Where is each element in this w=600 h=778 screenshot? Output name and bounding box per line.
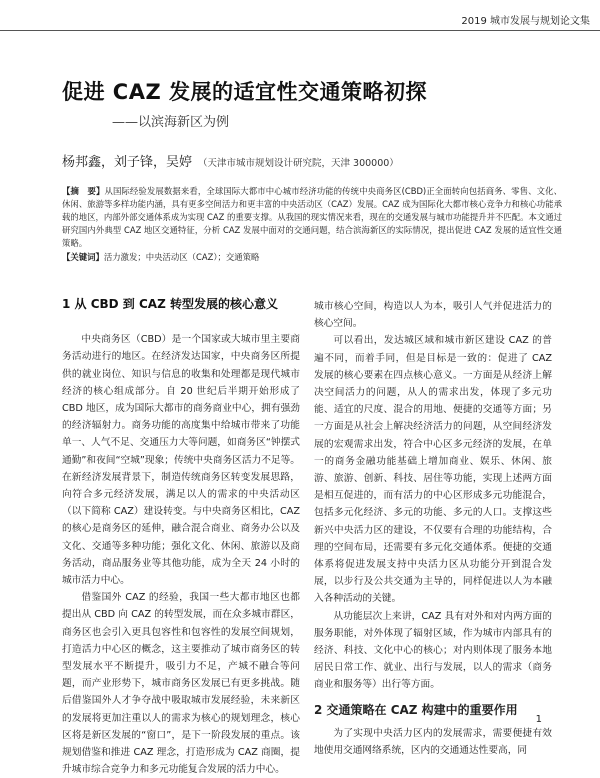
- keywords: [62, 251, 562, 264]
- section-2-heading: 2 交通策略在 CAZ 构建中的重要作用: [314, 702, 518, 717]
- author-line: [62, 151, 399, 170]
- paragraph: 借鉴国外 CAZ 的经验，我国一些大都市地区也都提出从 CBD 向 CAZ 的转型发展，而在众多城市群区，商务区也会引入更具包容性和包容性的发展空间规划，打造活力中心区的概念，这主要推动了城市商务区的转型发展水平不断提升，吸引力不足，产城不融合等问题，而产业形势下，城市商务区发展已有更多挑战。随后借鉴国外人才争夺战中吸取城市发展经验，未来新区的发展将更加注重以人的需求为核心的规划理念，核心区将是新区发展的“窗口”，是下一阶段发展的重点。该规划借鉴和推进 CAZ 理念，打造形成为 CAZ 商圈，提升城市综合竞争力和多元功能复合发展的活力中心。: [62, 592, 300, 776]
- abstract: [62, 185, 562, 264]
- keywords-text: 活力激发；中央活动区（CAZ）；交通策略: [103, 252, 260, 262]
- paper-title: 促进 CAZ 发展的适宜性交通策略初探: [62, 80, 428, 104]
- abstract-text: 从国际经验发展数据来看，全球国际大都市中心城市经济功能的传统中央商务区(CBD)正全面转向包括商务、零售、文化、休闲、旅游等多样功能内涵，具有更多空间活力和更丰富的中央活动区（CAZ）发展。CAZ 成为国际化大都市核心竞争力和核心功能承载的地区，内部外部交通体系成为实现 CAZ 的重要支撑。从我国的现实情况来看，现在的交通发展与城市功能提升并不匹配。本文通过研究国内外典型 CAZ 地区交通特征，分析 CAZ 发展中面对的交通问题，结合滨海新区的实际情况，提出促进 CAZ 发展的适宜性交通策略。: [62, 186, 563, 248]
- author-affiliation: （天津市城市规划设计研究院，天津 300000）: [198, 158, 399, 169]
- keywords-label: 【关键词】: [62, 252, 104, 262]
- author-names: 杨邦鑫，刘子锋，吴婷: [62, 155, 193, 170]
- abstract-body: [62, 185, 562, 250]
- paragraph: 城市核心空间，构造以人为本，吸引人气并促进活力的核心空间。: [314, 301, 552, 330]
- right-column: [314, 298, 552, 759]
- page-number: 1: [535, 714, 542, 725]
- paragraph: 中央商务区（CBD）是一个国家或大城市里主要商务活动进行的地区。在经济发达国家，中央商务区所提供的就业岗位、知识与信息的收集和处理都是现代城市经济的核心组成部分。自 20 世纪后半期开始形成了 CBD 地区，成为国际大都市的商务商业中心，拥有强劲的经济辐射力。商务功能的高度集中给城市带来了功能单一、人气不足、交通压力大等问题，如商务区“钟摆式通勤”和夜间“空城”现象；传统中央商务区活力不足等。在新经济发展背景下，制造传统商务区转变发展思路，向符合多元经济发展，满足以人的需求的中央活动区（以下简称 CAZ）建设转变。与中央商务区相比，CAZ 的核心是商务区的延伸，融合混合商业、商务办公以及文化、交通等多种功能；强化文化、休闲、旅游以及商务活动，商品服务业等其他功能，成为全天 24 小时的城市活力中心。: [62, 334, 300, 587]
- paragraph: 为了实现中央活力区内的发展需求，需要便捷有效地使用交通网络系统，区内的交通通达性要高，同: [314, 727, 552, 757]
- paper-subtitle: ——以滨海新区为例: [112, 115, 230, 130]
- section-1-heading: 1 从 CBD 到 CAZ 转型发展的核心意义: [62, 297, 278, 311]
- abstract-label: 【摘 要】: [62, 186, 105, 196]
- header-rule: [0, 30, 600, 31]
- running-header: 2019 城市发展与规划论文集: [461, 16, 590, 27]
- paragraph: 可以看出，发达城区域和城市新区建设 CAZ 的普遍不同，而着手同，但是目标是一致的：促进了 CAZ 发展的核心要素在四点核心意义。一方面是从经济上解决空间活力的问题，从人的需求出发，体现了多元功能、适宜的尺度、混合的用地、便捷的交通等方面；另一方面是从社会上解决经济活力的问题，从空间经济发展的宏观需求出发，符合中心区多元经济的发展，在单一的商务金融功能基础上增加商业、娱乐、休闲、旅游、旅游、创新、科技、居住等功能，实现上述两方面是相互促进的，而有活力的中心区形成多元功能混合，包括多元化经济、多元的功能、多元的人口。支撑这些新兴中央活力区的建设，不仅要有合理的功能结构，合理的空间布局，还需要有多元化交通体系。便捷的交通体系将促进发展支持中央活力区从功能分开到混合发展，以步行及公共交通为主导的，同样促进以人为本融入各种活动的关键。: [314, 335, 552, 605]
- left-column: [62, 296, 300, 778]
- paragraph: 从功能层次上来讲，CAZ 具有对外和对内两方面的服务职能，对外体现了辐射区域，作为城市内部具有的经济、科技、文化中心的核心；对内则体现了服务本地居民日常工作、就业、出行与发展，以人的需求（商务商业和服务等）出行等方面。: [314, 610, 552, 691]
